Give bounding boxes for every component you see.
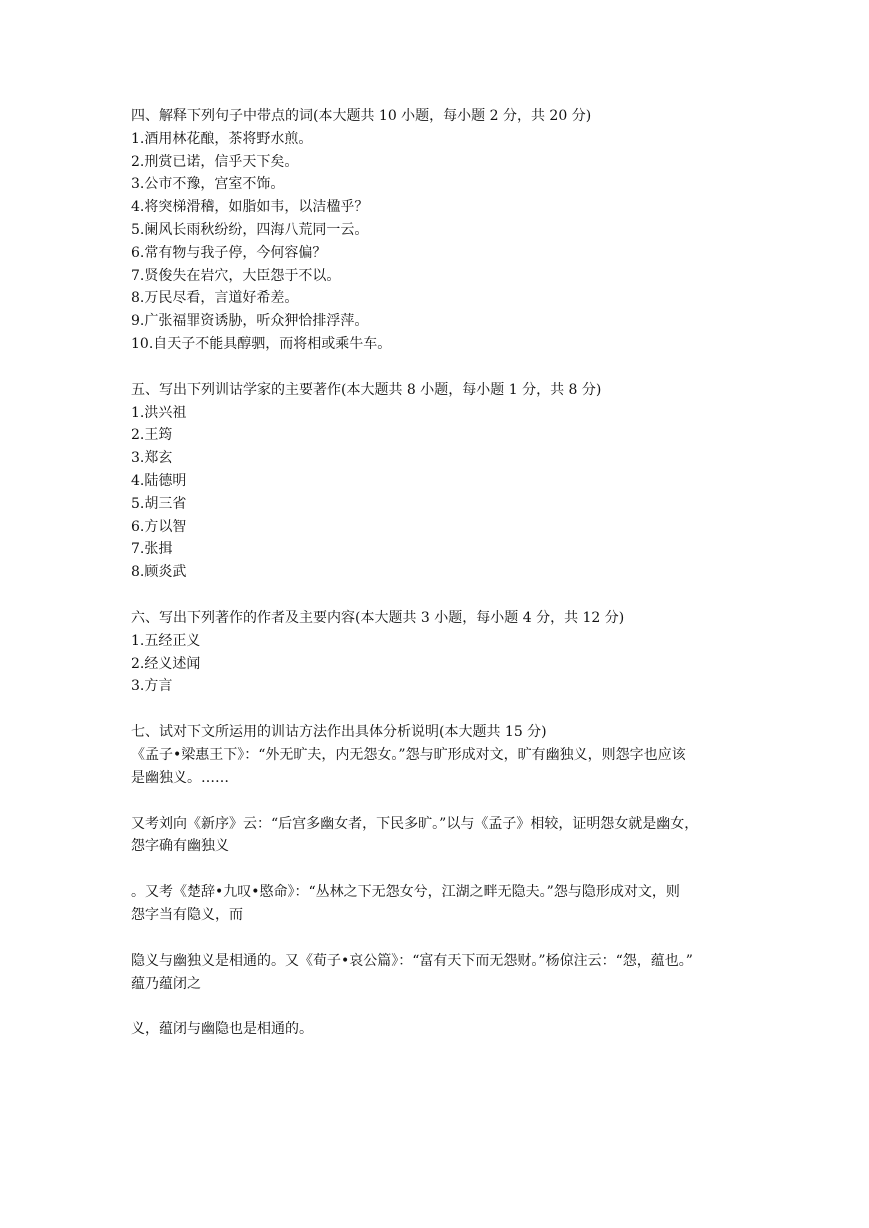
paragraph-line: 是幽独义。…… (131, 769, 229, 786)
section-4-item: 9.广张福罪资诱胁，听众狎恰排浮萍。 (131, 313, 369, 330)
section-7-paragraph (131, 881, 749, 927)
section-5-item: 6.方以智 (131, 518, 187, 535)
section-4-heading: 四、解释下列句子中带点的词(本大题共 10 小题，每小题 2 分，共 20 分) (131, 108, 592, 124)
section-6-item: 2.经义述闻 (131, 655, 201, 672)
section-7-paragraph (131, 1018, 749, 1041)
section-7-paragraph (131, 744, 749, 790)
section-4 (131, 105, 749, 356)
paragraph-line: 隐义与幽独义是相通的。又《荀子•哀公篇》：“富有天下而无怨财。”杨倞注云：“怨，蕴也。” (131, 952, 693, 969)
section-4-item: 4.将突梯滑稽，如脂如韦，以洁楹乎？ (131, 199, 369, 216)
section-5-item: 2.王筠 (131, 427, 173, 444)
section-4-item: 10.自天子不能具醇驷，而将相或乘牛车。 (131, 335, 392, 352)
section-divider (131, 584, 749, 607)
section-5-item: 5.胡三省 (131, 495, 187, 512)
section-4-item: 1.酒用林花酿，茶将野水煎。 (131, 130, 313, 147)
section-5-item: 8.顾炎武 (131, 564, 187, 581)
paragraph-line: 《孟子•梁惠王下》：“外无旷夫，内无怨女。”怨与旷形成对文，旷有幽独义，则怨字也应该 (131, 746, 686, 763)
section-5 (131, 379, 749, 584)
paragraph-gap (131, 927, 749, 950)
section-7-paragraph (131, 813, 749, 859)
section-7-paragraph (131, 950, 749, 996)
document-page (131, 105, 749, 1041)
paragraph-gap (131, 858, 749, 881)
section-7 (131, 721, 749, 1041)
paragraph-gap (131, 790, 749, 813)
section-4-item: 5.阑风长雨秋纷纷，四海八荒同一云。 (131, 221, 369, 238)
paragraph-line: 义，蕴闭与幽隐也是相通的。 (131, 1021, 313, 1038)
section-6-heading: 六、写出下列著作的作者及主要内容(本大题共 3 小题，每小题 4 分，共 12 分) (131, 609, 625, 626)
section-4-item: 3.公市不豫，宫室不饰。 (131, 176, 285, 193)
section-divider (131, 356, 749, 379)
section-divider (131, 698, 749, 721)
section-7-heading: 七、试对下文所运用的训诂方法作出具体分析说明(本大题共 15 分) (131, 724, 547, 741)
section-5-item: 3.郑玄 (131, 450, 173, 467)
paragraph-line: 。又考《楚辞•九叹•愍命》：“丛林之下无怨女兮，江湖之畔无隐夫。”怨与隐形成对文，则 (131, 884, 680, 901)
section-5-heading: 五、写出下列训诂学家的主要著作(本大题共 8 小题，每小题 1 分，共 8 分) (131, 381, 602, 398)
paragraph-line: 蕴乃蕴闭之 (131, 975, 201, 992)
paragraph-line: 怨字确有幽独义 (131, 838, 229, 855)
section-5-item: 7.张揖 (131, 541, 173, 558)
section-6 (131, 607, 749, 698)
section-6-item: 1.五经正义 (131, 632, 201, 649)
section-5-item: 1.洪兴祖 (131, 404, 187, 421)
paragraph-line: 又考刘向《新序》云：“后宫多幽女者，下民多旷。”以与《孟子》相较，证明怨女就是幽女， (131, 815, 699, 832)
section-4-item: 7.贤俊失在岩穴，大臣怨于不以。 (131, 267, 341, 284)
section-6-item: 3.方言 (131, 678, 173, 695)
section-5-item: 4.陆德明 (131, 472, 187, 489)
section-4-item: 6.常有物与我子停，今何容偏？ (131, 244, 327, 261)
paragraph-gap (131, 995, 749, 1018)
section-4-item: 8.万民尽看，言道好希差。 (131, 290, 299, 307)
section-4-item: 2.刑赏已诺，信乎天下矣。 (131, 153, 299, 170)
paragraph-line: 怨字当有隐义，而 (131, 906, 243, 923)
